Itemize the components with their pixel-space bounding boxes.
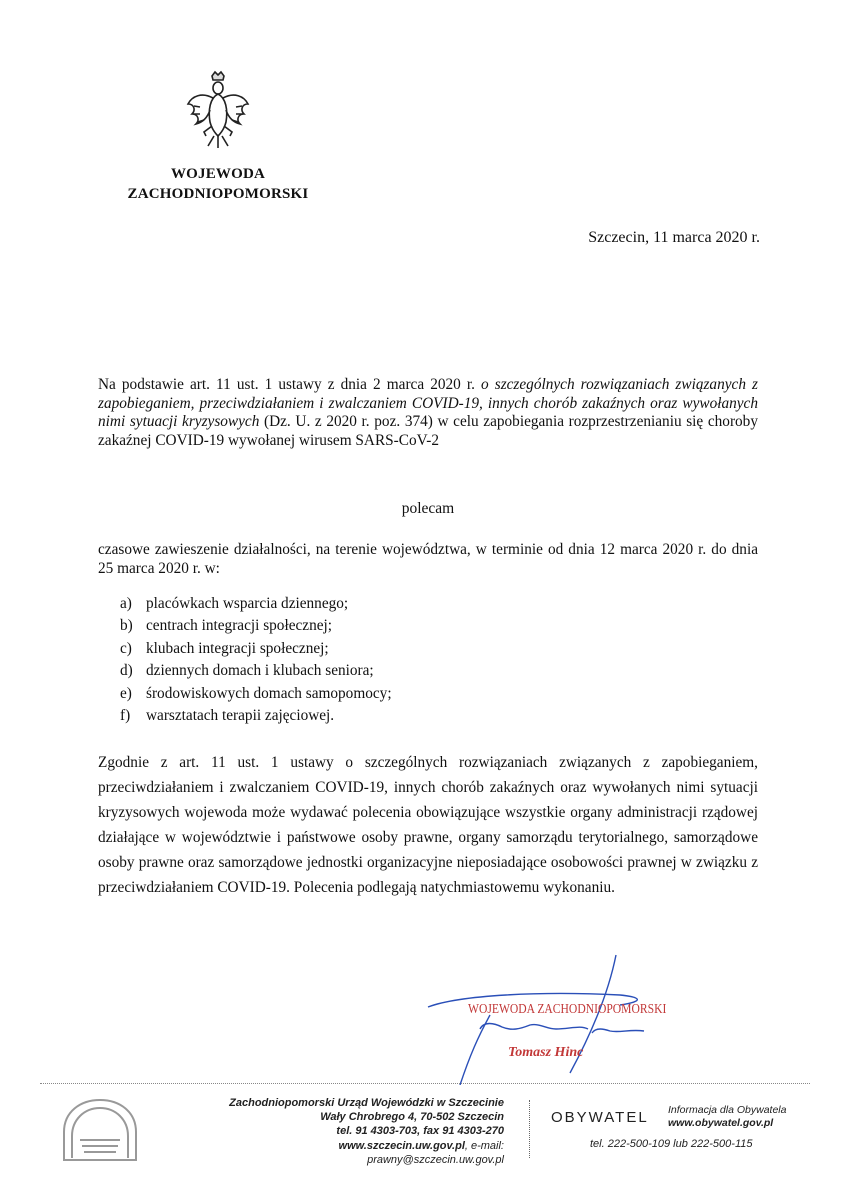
authority-paragraph: Zgodnie z art. 11 ust. 1 ustawy o szczególnych rozwiązaniach związanych z zapobieganiem, przeciwdziałaniem i zwalczaniem COVID-19, innych chorób zakaźnych oraz wywołanych nimi sytuacji kryzysowych wojewoda może wydawać polecenia obowiązujące wszystkie organy administracji rządowej działające w województwie i państwowe osoby prawne, organy samorządu terytorialnego, samorządowe osoby prawne oraz samorządowe jednostki organizacyjne nieposiadające osobowości prawnej w związku z przeciwdziałaniem COVID-19. Polecenia podlegają natychmiastowemu wykonaniu.: [98, 754, 758, 896]
list-item-text: dziennych domach i klubach seniora;: [146, 662, 374, 680]
list-item-letter: c): [120, 639, 132, 657]
signatory-name: Tomasz Hinc: [508, 1045, 584, 1060]
list-item-text: klubach integracji społecznej;: [146, 639, 329, 657]
eagle-emblem-icon: [186, 70, 250, 154]
list-item-text: środowiskowych domach samopomocy;: [146, 684, 392, 702]
office-website-link[interactable]: www.szczecin.uw.gov.pl: [338, 1139, 465, 1152]
list-item: [120, 683, 392, 705]
document-date: Szczecin, 11 marca 2020 r.: [588, 229, 760, 246]
list-item-text: centrach integracji społecznej;: [146, 617, 333, 635]
citizen-info-label: Informacja dla Obywatela: [668, 1104, 787, 1116]
legal-basis-paragraph: [98, 376, 758, 450]
header-title-line2: ZACHODNIOPOMORSKI: [127, 186, 309, 202]
list-item-letter: e): [120, 684, 132, 702]
list-item-letter: d): [120, 662, 133, 680]
office-name: Zachodniopomorski Urząd Wojewódzki w Szczecinie: [229, 1097, 504, 1109]
list-item: [120, 660, 392, 682]
citizen-info-block: [668, 1104, 786, 1130]
list-item-letter: a): [120, 595, 132, 612]
list-item-letter: b): [120, 617, 133, 635]
citizen-info-website-link[interactable]: www.obywatel.gov.pl: [668, 1117, 774, 1129]
list-item: [120, 638, 392, 660]
suspension-paragraph: czasowe zawieszenie działalności, na terenie województwa, w terminie od dnia 12 marca 2020 r. do dnia 25 marca 2020 r. w:: [98, 541, 758, 577]
footer-divider: [40, 1083, 810, 1084]
order-word: polecam: [401, 500, 455, 517]
list-item: [120, 705, 392, 727]
office-contact-block: [204, 1096, 504, 1167]
office-phone-fax: tel. 91 4303-703, fax 91 4303-270: [336, 1125, 504, 1138]
header-title-line1: WOJEWODA: [170, 166, 266, 182]
list-item: [120, 593, 392, 615]
obywatel-logo-text: OBYWATEL: [551, 1109, 649, 1126]
list-item: [120, 615, 392, 637]
footer-separator: [529, 1100, 530, 1158]
act-title-italic: o szczególnych rozwiązaniach związanych z zapobieganiem, przeciwdziałaniem i zwalczaniem COVID-19, innych chorób zakaźnych oraz wywołanych nimi sytuacji kryzysowych: [98, 376, 758, 430]
list-item-text: placówkach wsparcia dziennego;: [146, 595, 349, 612]
list-item-text: warsztatach terapii zajęciowej.: [146, 707, 335, 725]
legal-basis-lead: Na podstawie art. 11 ust. 1 ustawy z dnia 2 marca 2020 r.: [98, 376, 475, 393]
office-address: Wały Chrobrego 4, 70-502 Szczecin: [320, 1111, 504, 1124]
obywatel-logo: [551, 1106, 661, 1132]
list-item-letter: f): [120, 707, 131, 725]
citizen-info-phone: tel. 222-500-109 lub 222-500-115: [590, 1138, 753, 1150]
office-email: , e-mail: prawny@szczecin.uw.gov.pl: [367, 1139, 504, 1166]
official-stamp: [462, 997, 667, 1021]
facility-list: [120, 593, 392, 727]
legal-basis-rest: (Dz. U. z 2020 r. poz. 374) w celu zapobiegania rozprzestrzenianiu się choroby zakaźnej COVID-19 wywołanej wirusem SARS-CoV-2: [98, 413, 758, 449]
stamp-title: WOJEWODA ZACHODNIOPOMORSKI: [468, 1001, 667, 1016]
building-logo-icon: [58, 1092, 142, 1164]
